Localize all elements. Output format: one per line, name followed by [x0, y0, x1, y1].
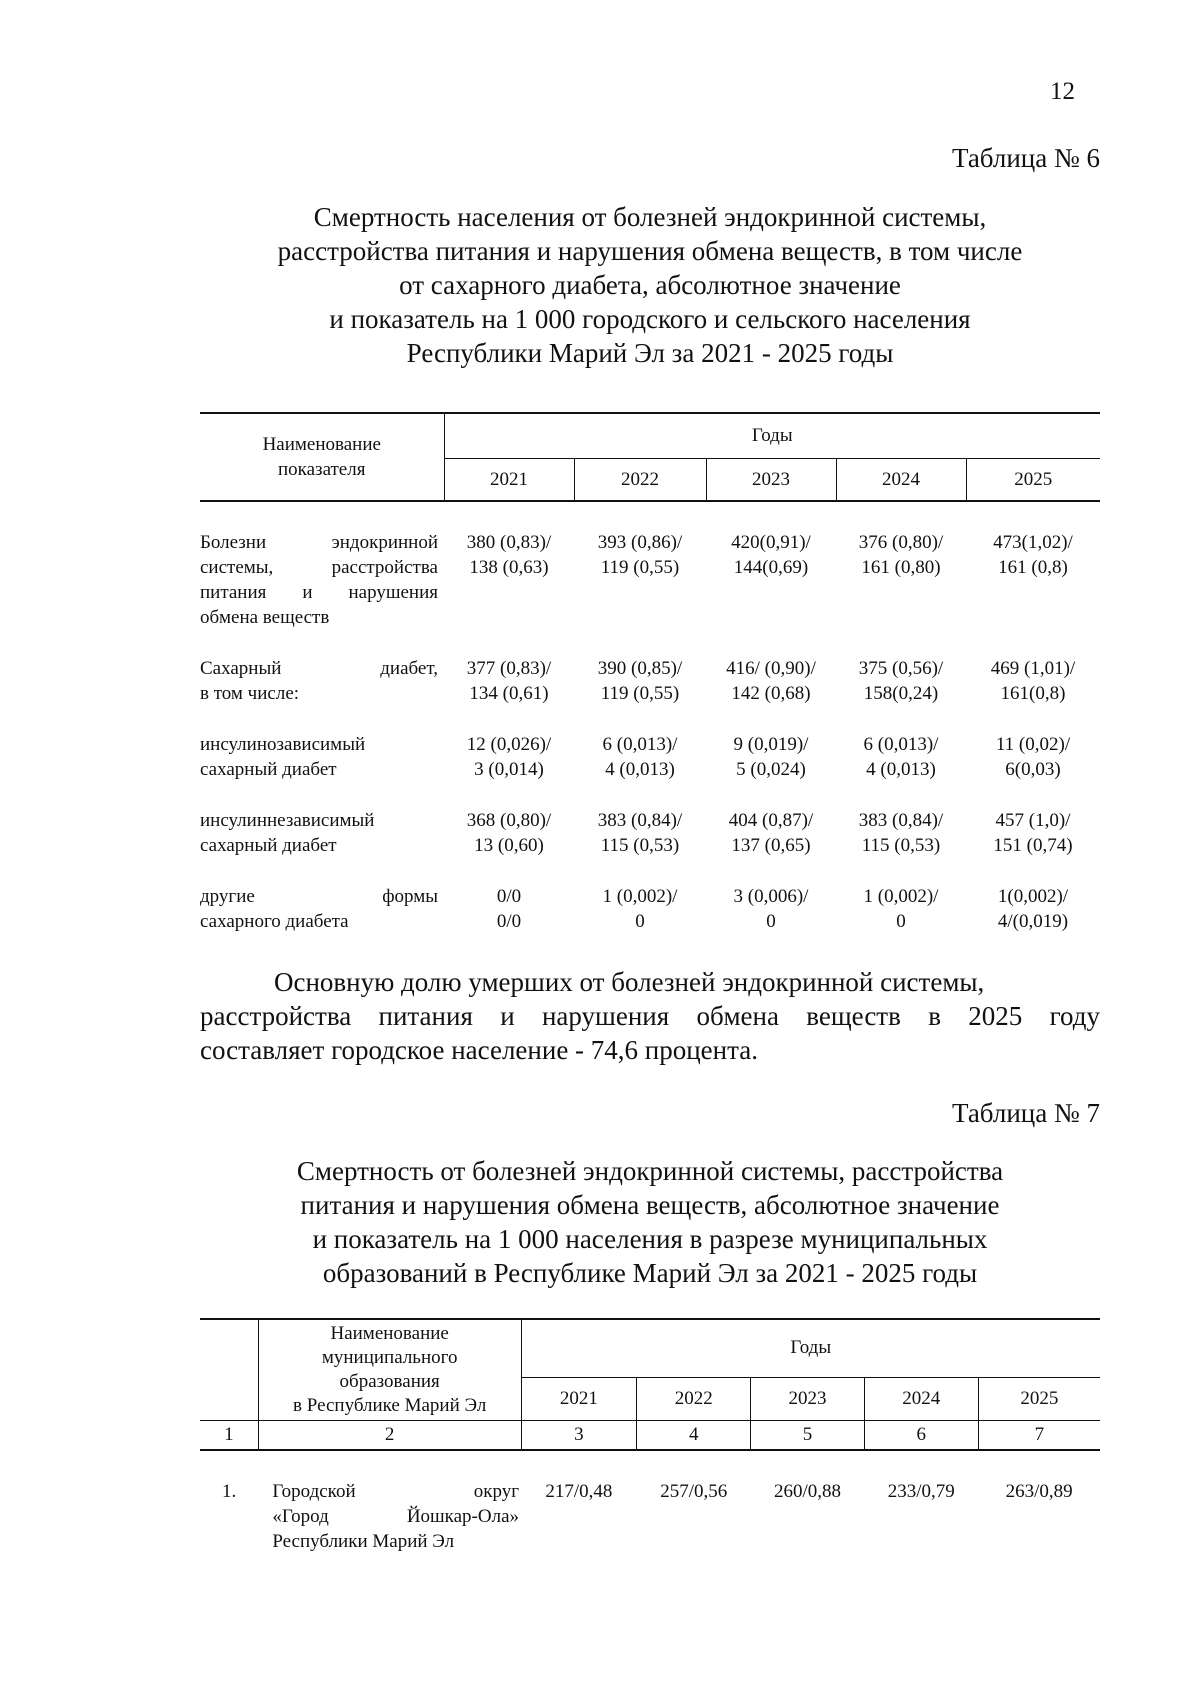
row-name: Болезни эндокринной системы, расстройства питания и нарушения обмена веществ — [200, 532, 438, 628]
value-cell: 263/0,89 — [1005, 1481, 1073, 1502]
value-cell: 375 (0,56)/ 158(0,24) — [858, 658, 944, 704]
table7-year-header: 2025 — [978, 1377, 1100, 1420]
table6-year-header: 2021 — [444, 459, 574, 501]
value-cell: 217/0,48 — [545, 1481, 613, 1502]
page-number: 12 — [1050, 78, 1075, 105]
row-name: Сахарный диабет, в том числе: — [200, 658, 438, 704]
table7-year-header: 2024 — [864, 1377, 978, 1420]
paragraph-line: Основную долю умерших от болезней эндокринной системы, — [274, 967, 985, 997]
row-number: 1. — [222, 1481, 237, 1502]
table-row — [200, 630, 1100, 706]
table6-title-line: и показатель на 1 000 городского и сельского населения — [329, 304, 971, 334]
column-index: 1 — [200, 1421, 258, 1451]
value-cell: 0/0 0/0 — [496, 886, 522, 932]
table6-title-line: Республики Марий Эл за 2021 - 2025 годы — [406, 338, 894, 368]
value-cell: 380 (0,83)/ 138 (0,63) — [466, 532, 552, 578]
table6-year-header: 2022 — [574, 459, 706, 501]
table6-header-years: Годы — [444, 413, 1100, 459]
table6 — [200, 412, 1100, 934]
value-cell: 473(1,02)/ 161 (0,8) — [993, 532, 1073, 578]
value-cell: 469 (1,01)/ 161(0,8) — [990, 658, 1076, 704]
table7-year-header: 2021 — [521, 1377, 637, 1420]
table7-column-index-row — [200, 1421, 1100, 1451]
value-cell: 420(0,91)/ 144(0,69) — [731, 532, 811, 578]
table7-header-years: Годы — [521, 1319, 1100, 1377]
table7 — [200, 1318, 1100, 1554]
value-cell: 457 (1,0)/ 151 (0,74) — [993, 810, 1073, 856]
value-cell: 1(0,002)/ 4/(0,019) — [997, 886, 1069, 932]
table6-title-line: расстройства питания и нарушения обмена веществ, в том числе — [277, 236, 1023, 266]
value-cell: 377 (0,83)/ 134 (0,61) — [466, 658, 552, 704]
table6-title-line: Смертность населения от болезней эндокринной системы, — [313, 202, 987, 232]
paragraph-line: расстройства питания и нарушения обмена веществ в 2025 году — [200, 1001, 1100, 1031]
table7-year-header: 2022 — [637, 1377, 751, 1420]
value-cell: 233/0,79 — [887, 1481, 955, 1502]
value-cell: 393 (0,86)/ 119 (0,55) — [597, 532, 683, 578]
value-cell: 376 (0,80)/ 161 (0,80) — [858, 532, 944, 578]
row-name: инсулиннезависимый сахарный диабет — [200, 810, 375, 856]
table6-title — [200, 200, 1100, 370]
row-name: инсулинозависимый сахарный диабет — [200, 734, 366, 780]
table6-header-name: Наименование показателя — [200, 413, 444, 501]
value-cell: 416/ (0,90)/ 142 (0,68) — [726, 658, 816, 704]
table6-label: Таблица № 6 — [952, 143, 1100, 173]
table7-label: Таблица № 7 — [952, 1098, 1100, 1128]
value-cell: 6 (0,013)/ 4 (0,013) — [863, 734, 939, 780]
value-cell: 11 (0,02)/ 6(0,03) — [995, 734, 1071, 780]
value-cell: 383 (0,84)/ 115 (0,53) — [597, 810, 683, 856]
value-cell: 404 (0,87)/ 137 (0,65) — [728, 810, 814, 856]
value-cell: 1 (0,002)/ 0 — [863, 886, 939, 932]
table7-title — [200, 1154, 1100, 1290]
value-cell: 9 (0,019)/ 5 (0,024) — [733, 734, 809, 780]
table6-year-header: 2025 — [966, 459, 1100, 501]
value-cell: 3 (0,006)/ 0 — [733, 886, 809, 932]
value-cell: 383 (0,84)/ 115 (0,53) — [858, 810, 944, 856]
table6-year-header: 2024 — [836, 459, 966, 501]
summary-paragraph — [200, 965, 1100, 1067]
value-cell: 257/0,56 — [660, 1481, 728, 1502]
column-index: 6 — [864, 1421, 978, 1451]
value-cell: 260/0,88 — [773, 1481, 842, 1502]
column-index: 3 — [521, 1421, 637, 1451]
column-index: 7 — [978, 1421, 1100, 1451]
table-row — [200, 782, 1100, 858]
table7-title-line: Смертность от болезней эндокринной системы, расстройства — [296, 1156, 1004, 1186]
table-row — [200, 501, 1100, 630]
table7-title-line: и показатель на 1 000 населения в разрезе муниципальных — [312, 1224, 988, 1254]
column-index: 4 — [637, 1421, 751, 1451]
table-row — [200, 858, 1100, 934]
paragraph-line: составляет городское население - 74,6 процента. — [200, 1035, 758, 1065]
table7-year-header: 2023 — [751, 1377, 865, 1420]
table-row — [200, 1450, 1100, 1554]
value-cell: 368 (0,80)/ 13 (0,60) — [466, 810, 552, 856]
table6-year-header: 2023 — [706, 459, 836, 501]
row-name: другие формы сахарного диабета — [200, 886, 438, 932]
value-cell: 12 (0,026)/ 3 (0,014) — [466, 734, 552, 780]
column-index: 5 — [751, 1421, 865, 1451]
table7-title-line: питания и нарушения обмена веществ, абсолютное значение — [300, 1190, 1000, 1220]
row-name: Городской округ «Город Йошкар-Ола» Республики Марий Эл — [272, 1481, 520, 1552]
column-index: 2 — [258, 1421, 521, 1451]
value-cell: 1 (0,002)/ 0 — [602, 886, 678, 932]
table-row — [200, 706, 1100, 782]
table6-title-line: от сахарного диабета, абсолютное значение — [399, 270, 901, 300]
table7-header-name: Наименование муниципального образования в Республике Марий Эл — [258, 1319, 521, 1421]
table7-title-line: образований в Республике Марий Эл за 2021 - 2025 годы — [322, 1258, 978, 1288]
value-cell: 6 (0,013)/ 4 (0,013) — [602, 734, 678, 780]
table7-header-number — [200, 1319, 258, 1421]
value-cell: 390 (0,85)/ 119 (0,55) — [597, 658, 683, 704]
